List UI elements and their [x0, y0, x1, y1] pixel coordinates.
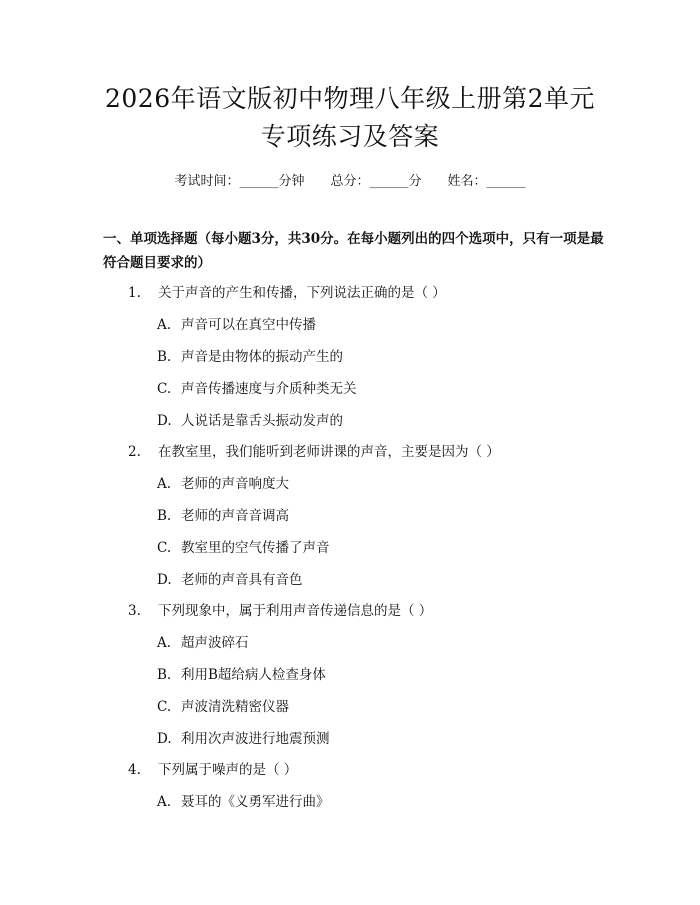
question-text: 在教室里，我们能听到老师讲课的声音，主要是因为（ ） — [158, 444, 500, 460]
option-letter: A. — [157, 476, 172, 492]
option-text: 人说话是靠舌头振动发声的 — [181, 413, 343, 429]
option-text: 利用次声波进行地震预测 — [181, 731, 330, 747]
option-text: 超声波碎石 — [181, 635, 249, 651]
title-line-1: 2026年语文版初中物理八年级上册第2单元 — [104, 84, 596, 113]
option-letter: D. — [157, 731, 172, 747]
question-number: 2. — [128, 444, 141, 460]
option-text: 教室里的空气传播了声音 — [181, 540, 330, 556]
option-3d — [157, 727, 330, 747]
option-2c — [157, 536, 330, 556]
option-text: 声音可以在真空中传播 — [181, 317, 316, 333]
option-text: 老师的声音具有音色 — [181, 572, 303, 588]
option-letter: B. — [157, 667, 172, 683]
option-text: 聂耳的《义勇军进行曲》 — [181, 794, 330, 810]
title-line-2: 专项练习及答案 — [260, 122, 440, 151]
question-text: 关于声音的产生和传播，下列说法正确的是（ ） — [158, 285, 446, 301]
option-letter: A. — [157, 317, 172, 333]
option-letter: B. — [157, 508, 172, 524]
option-text: 老师的声音音调高 — [181, 508, 289, 524]
option-letter: A. — [157, 794, 172, 810]
question-2 — [128, 440, 500, 460]
option-1d — [157, 409, 343, 429]
option-letter: C. — [157, 381, 172, 397]
option-letter: C. — [157, 540, 172, 556]
option-text: 声音是由物体的振动产生的 — [181, 349, 343, 365]
option-letter: D. — [157, 413, 172, 429]
option-2b — [157, 504, 289, 524]
option-4a — [157, 790, 330, 810]
student-name-label: 姓名：______ — [447, 174, 526, 189]
option-1a — [157, 313, 316, 333]
option-text: 声音传播速度与介质种类无关 — [181, 381, 357, 397]
option-3c — [157, 695, 289, 715]
option-1b — [157, 345, 343, 365]
question-text: 下列现象中，属于利用声音传递信息的是（ ） — [158, 603, 433, 619]
question-1 — [128, 281, 446, 301]
option-text: 声波清洗精密仪器 — [181, 699, 289, 715]
option-3a — [157, 631, 249, 651]
option-letter: C. — [157, 699, 172, 715]
option-2a — [157, 472, 289, 492]
option-2d — [157, 568, 303, 588]
option-letter: B. — [157, 349, 172, 365]
option-text: 老师的声音响度大 — [181, 476, 289, 492]
exam-time-label: 考试时间：______分钟 — [174, 174, 305, 189]
section-heading: 一、单项选择题（每小题3分，共30分。在每小题列出的四个选项中，只有一项是最符合题目要求的） — [103, 231, 604, 271]
question-text: 下列属于噪声的是（ ） — [158, 762, 298, 778]
exam-info-row — [0, 170, 700, 189]
question-number: 1. — [128, 285, 141, 301]
question-4 — [128, 758, 297, 778]
option-text: 利用B超给病人检查身体 — [181, 667, 326, 683]
option-3b — [157, 663, 326, 683]
question-number: 3. — [128, 603, 141, 619]
option-1c — [157, 377, 357, 397]
question-3 — [128, 599, 432, 619]
document-title — [60, 80, 640, 156]
question-number: 4. — [128, 762, 141, 778]
total-score-label: 总分：______分 — [330, 174, 422, 189]
option-letter: D. — [157, 572, 172, 588]
option-letter: A. — [157, 635, 172, 651]
